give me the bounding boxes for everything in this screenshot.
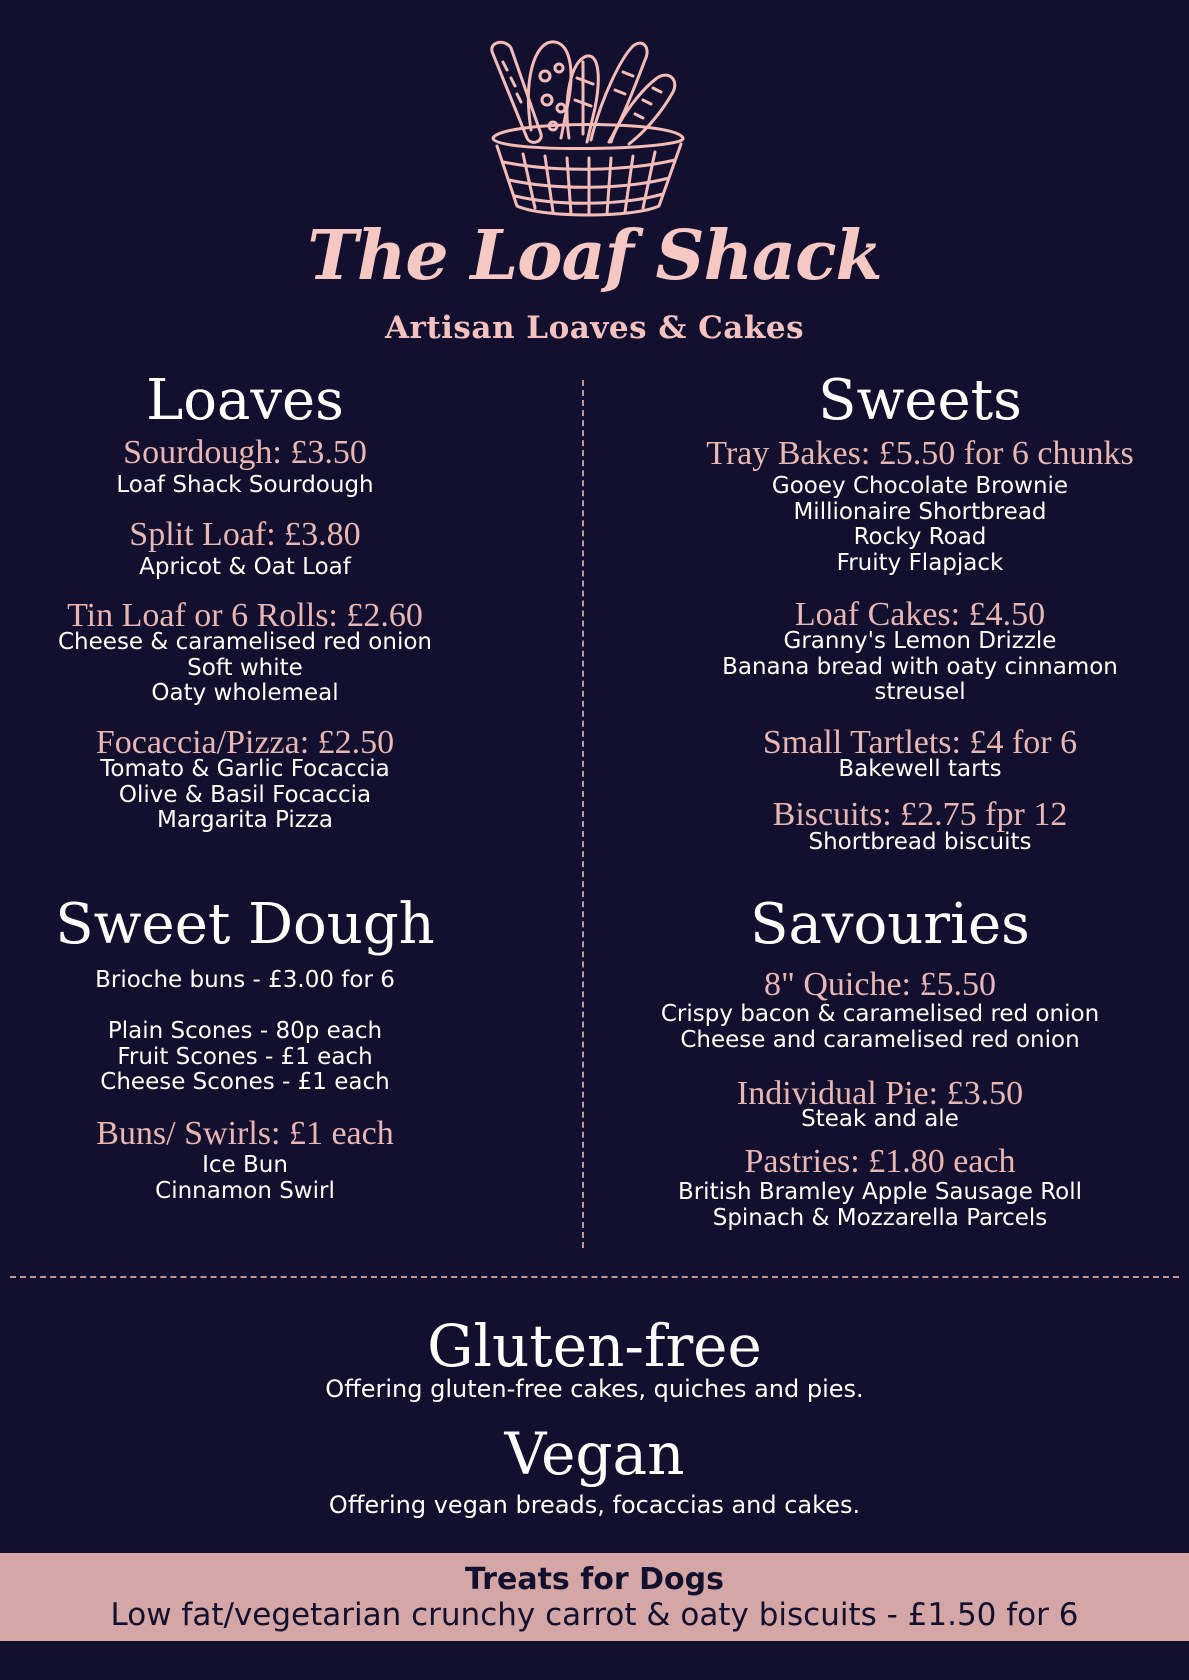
item-line: Steak and ale xyxy=(801,1106,959,1132)
item-line: Spinach & Mozzarella Parcels xyxy=(712,1204,1048,1231)
dog-treats-text: Low fat/vegetarian crunchy carrot & oaty biscuits - £1.50 for 6 xyxy=(110,1597,1079,1633)
item-head: Individual Pie: £3.50 xyxy=(736,1075,1024,1112)
item-line: Loaf Shack Sourdough xyxy=(116,472,374,498)
item-line: Ice Bun xyxy=(202,1152,288,1178)
dog-treats-banner xyxy=(0,1553,1189,1641)
item-line: British Bramley Apple Sausage Roll xyxy=(677,1179,1083,1205)
item-line: Cinnamon Swirl xyxy=(155,1177,335,1204)
item-line: Banana bread with oaty cinnamon xyxy=(722,653,1118,680)
item-head: Pastries: £1.80 each xyxy=(744,1143,1016,1180)
vegan-text: Offering vegan breads, focaccias and cakes. xyxy=(328,1491,861,1519)
item-lines xyxy=(580,1180,1180,1231)
tagline: Artisan Loaves & Cakes xyxy=(384,310,805,346)
bread-basket-icon xyxy=(483,38,695,218)
item-line: Rocky Road xyxy=(853,524,987,550)
section-title-sweets: Sweets xyxy=(818,368,1022,433)
item-line: Fruit Scones - £1 each xyxy=(117,1043,373,1070)
brioche-line xyxy=(0,968,510,994)
item-head: Tin Loaf or 6 Rolls: £2.60 xyxy=(67,597,423,634)
item-lines xyxy=(610,757,1189,783)
item-lines xyxy=(610,629,1189,706)
item-line: Cheese Scones - £1 each xyxy=(100,1069,390,1095)
item-line: Cheese and caramelised red onion xyxy=(680,1026,1080,1053)
section-title-savouries: Savouries xyxy=(750,892,1030,957)
item-line: Cheese & caramelised red onion xyxy=(58,629,432,655)
item-line: Olive & Basil Focaccia xyxy=(118,781,372,808)
section-title-vegan: Vegan xyxy=(504,1420,685,1488)
item-line: streusel xyxy=(874,679,966,705)
item-lines xyxy=(0,473,510,499)
item-lines xyxy=(610,474,1189,576)
item-line: Apricot & Oat Loaf xyxy=(139,554,351,580)
item-lines xyxy=(0,757,510,834)
item-head: Split Loaf: £3.80 xyxy=(129,516,361,553)
dog-treats-title: Treats for Dogs xyxy=(465,1562,724,1597)
section-title-loaves: Loaves xyxy=(146,368,344,433)
item-lines xyxy=(0,555,510,581)
brand-name: The Loaf Shack xyxy=(307,216,882,296)
item-head: Loaf Cakes: £4.50 xyxy=(794,596,1046,633)
item-line: Plain Scones - 80p each xyxy=(107,1018,383,1044)
item-head: Focaccia/Pizza: £2.50 xyxy=(95,724,395,761)
item-line: Gooey Chocolate Brownie xyxy=(771,473,1069,499)
item-head: Sourdough: £3.50 xyxy=(123,434,367,471)
item-line: Fruity Flapjack xyxy=(836,549,1004,576)
item-head: Biscuits: £2.75 fpr 12 xyxy=(772,796,1068,833)
horizontal-divider xyxy=(10,1276,1179,1278)
item-line: Granny's Lemon Drizzle xyxy=(783,628,1057,654)
item-line: Tomato & Garlic Focaccia xyxy=(100,756,390,782)
item-line: Brioche buns - £3.00 for 6 xyxy=(95,967,395,993)
item-line: Bakewell tarts xyxy=(838,756,1002,782)
item-line: Margarita Pizza xyxy=(157,807,333,833)
item-lines xyxy=(0,1153,510,1204)
item-head: 8" Quiche: £5.50 xyxy=(763,966,996,1003)
item-head: Tray Bakes: £5.50 for 6 chunks xyxy=(706,435,1134,472)
scones-lines xyxy=(0,1019,510,1096)
section-title-gluten-free: Gluten-free xyxy=(427,1312,762,1380)
item-line: Crispy bacon & caramelised red onion xyxy=(660,1001,1100,1027)
item-head: Buns/ Swirls: £1 each xyxy=(96,1115,394,1152)
section-title-sweet-dough: Sweet Dough xyxy=(55,892,435,957)
gluten-free-text: Offering gluten-free cakes, quiches and pies. xyxy=(325,1375,864,1403)
item-lines xyxy=(0,630,510,707)
item-line: Shortbread biscuits xyxy=(808,829,1032,855)
item-lines xyxy=(580,1107,1180,1133)
item-line: Soft white xyxy=(187,654,303,681)
item-lines xyxy=(610,830,1189,856)
item-line: Oaty wholemeal xyxy=(151,680,339,706)
item-head: Small Tartlets: £4 for 6 xyxy=(762,724,1078,761)
item-lines xyxy=(580,1002,1180,1053)
item-line: Millionaire Shortbread xyxy=(793,498,1047,525)
